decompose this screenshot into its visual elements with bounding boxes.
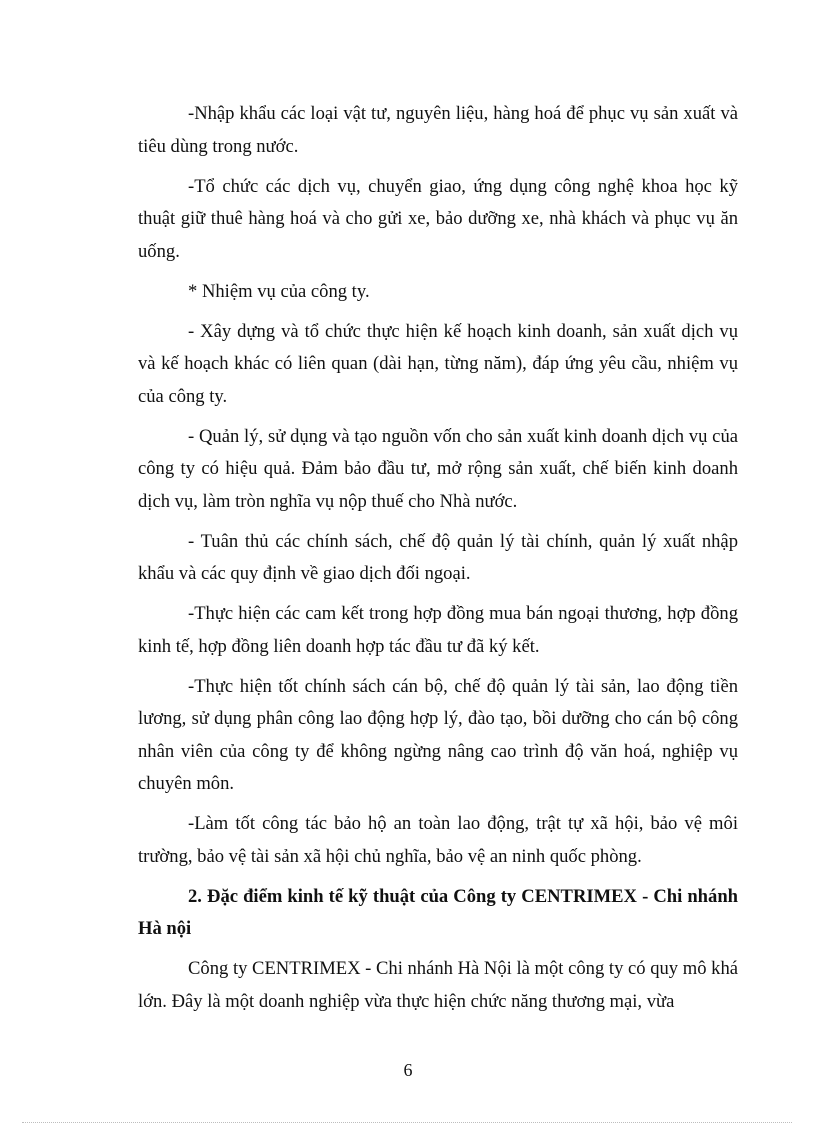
paragraph-company-intro: Công ty CENTRIMEX - Chi nhánh Hà Nội là một công ty có quy mô khá lớn. Đây là một doanh nghiệp vừa thực hiện chức năng thương mại, vừa bbox=[138, 958, 739, 1012]
paragraph-capital: - Quản lý, sử dụng và tạo nguồn vốn cho sản xuất kinh doanh dịch vụ của công ty có hiệu quả. Đảm bảo đầu tư, mở rộng sản xuất, chế biến kinh doanh dịch vụ, làm tròn nghĩa vụ nộp thuế cho Nhà nước. bbox=[138, 425, 738, 512]
section-heading: 2. Đặc điểm kinh tế kỹ thuật của Công ty CENTRIMEX - Chi nhánh Hà nội bbox=[138, 885, 738, 939]
page-body bbox=[138, 98, 738, 1026]
paragraph-duties-title: * Nhiệm vụ của công ty. bbox=[188, 280, 370, 302]
paragraph-compliance: - Tuân thủ các chính sách, chế độ quản lý tài chính, quản lý xuất nhập khẩu và các quy định về giao dịch đối ngoại. bbox=[138, 530, 738, 584]
paragraph-import: -Nhập khẩu các loại vật tư, nguyên liệu, hàng hoá để phục vụ sản xuất và tiêu dùng trong nước. bbox=[138, 103, 738, 157]
paragraph-services: -Tổ chức các dịch vụ, chuyển giao, ứng dụng công nghệ khoa học kỹ thuật giữ thuê hàng hoá và cho gửi xe, bảo dưỡng xe, nhà khách và phục vụ ăn uống. bbox=[138, 175, 738, 262]
paragraph-safety: -Làm tốt công tác bảo hộ an toàn lao động, trật tự xã hội, bảo vệ môi trường, bảo vệ tài sản xã hội chủ nghĩa, bảo vệ an ninh quốc phòng. bbox=[138, 813, 738, 867]
page-number: 6 bbox=[403, 1060, 413, 1080]
paragraph-personnel: -Thực hiện tốt chính sách cán bộ, chế độ quản lý tài sản, lao động tiền lương, sử dụng phân công lao động hợp lý, đào tạo, bồi dưỡng cho cán bộ công nhân viên của công ty để không ngừng nâng cao trình độ văn hoá, nghiệp vụ chuyên môn. bbox=[138, 675, 738, 794]
paragraph-planning: - Xây dựng và tổ chức thực hiện kế hoạch kinh doanh, sản xuất dịch vụ và kế hoạch khác có liên quan (dài hạn, từng năm), đáp ứng yêu cầu, nhiệm vụ của công ty. bbox=[138, 320, 738, 407]
paragraph-contracts: -Thực hiện các cam kết trong hợp đồng mua bán ngoại thương, hợp đồng kinh tế, hợp đồng liên doanh hợp tác đầu tư đã ký kết. bbox=[138, 603, 738, 657]
